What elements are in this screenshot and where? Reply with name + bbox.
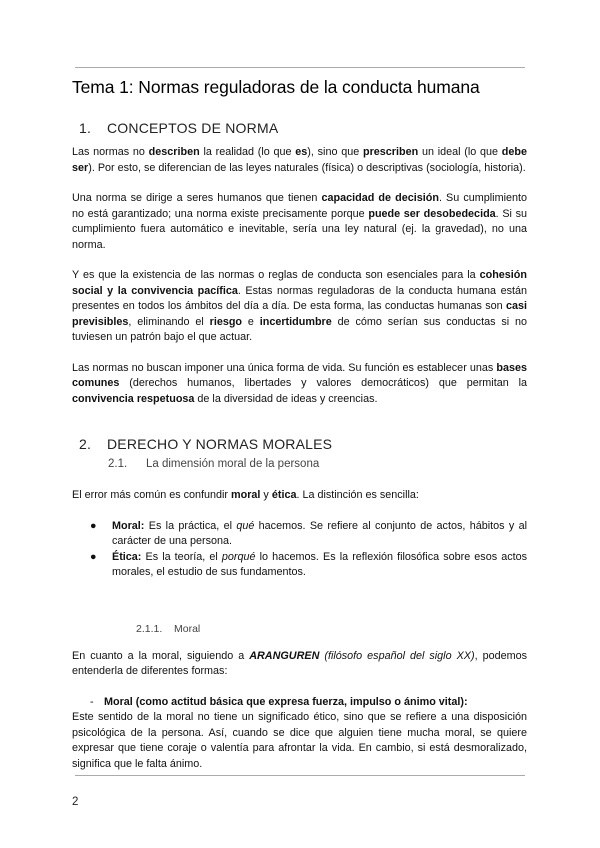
paragraph-aranguren: En cuanto a la moral, siguiendo a ARANGUREN (filósofo español del siglo XX), podemos entenderla de diferentes formas: (72, 649, 527, 677)
paragraph-moral-etica-intro: El error más común es confundir moral y ética. La distinción es sencilla: (72, 489, 419, 501)
bottom-divider (75, 775, 525, 776)
page-title: Tema 1: Normas reguladoras de la conducta humana (72, 77, 480, 97)
subsection-2-1-number: 2.1. (108, 458, 128, 470)
subsubsection-2-1-1-title: Moral (174, 622, 201, 635)
paragraph-bases-comunes: Las normas no buscan imponer una única forma de vida. Su función es establecer unas bases comunes (derechos humanos, libertades y valores democráticos) que permitan la convivencia respetuosa de la diversidad de ideas y creencias. (72, 361, 527, 405)
top-divider (75, 67, 525, 68)
paragraph-capacidad-decision: Una norma se dirige a seres humanos que tienen capacidad de decisión. Su cumplimiento no está garantizado; una norma existe precisamente porque puede ser desobedecida. Si su cumplimiento fuera automático e inevitable, sería una ley natural (ej. la gravedad), no una norma. (72, 192, 527, 251)
section-2-heading (79, 436, 527, 452)
section-2-number: 2. (79, 436, 92, 452)
dash-list-item: - Moral (como actitud básica que expresa fuerza, impulso o ánimo vital): (72, 695, 527, 711)
list-item: ● Moral: Es la práctica, el qué hacemos. Se refiere al conjunto de actos, hábitos y al carácter de una persona. (90, 519, 527, 547)
section-1-heading (79, 120, 527, 136)
paragraph-cohesion-social: Y es que la existencia de las normas o reglas de conducta son esenciales para la cohesión social y la convivencia pacífica. Estas normas reguladoras de la conducta humana están presentes en todos los ámbitos del día a día. De esta forma, las conductas humanas son casi previsibles, eliminando el riesgo e incertidumbre de cómo serían sus conductas si no tuviesen un patrón bajo el que actuar. (72, 269, 528, 343)
section-2-title: DERECHO Y NORMAS MORALES (107, 436, 333, 452)
paragraph-normas-describen: Las normas no describen la realidad (lo que es), sino que prescriben un ideal (lo que debe ser). Por esto, se diferencian de las leyes naturales (física) o descriptivas (sociología, historia). (72, 146, 527, 174)
page-number: 2 (72, 796, 79, 808)
bullet-icon: ● (90, 550, 97, 563)
paragraph-moral-actitud: Este sentido de la moral no tiene un significado ético, sino que se refiere a una disposición psicológica de la persona. Así, cuando se dice que alguien tiene mucha moral, se quiere expresar que tiene coraje o valentía para afrontar la vida. En cambio, si está desmoralizado, significa que le falta ánimo. (72, 711, 527, 770)
moral-etica-list (72, 519, 527, 581)
subsubsection-2-1-1-number: 2.1.1. (136, 622, 163, 635)
bullet-icon: ● (90, 519, 97, 532)
list-item: ● Ética: Es la teoría, el porqué lo hacemos. Es la reflexión filosófica sobre esos actos morales, el estudio de sus fundamentos. (90, 550, 527, 578)
subsubsection-2-1-1-heading (136, 623, 527, 635)
section-1-number: 1. (79, 120, 92, 136)
dash-bullet: - (90, 695, 94, 708)
section-1-title: CONCEPTOS DE NORMA (107, 120, 279, 136)
subsection-2-1-heading (108, 458, 527, 470)
document-body (72, 77, 527, 787)
subsection-2-1-title: La dimensión moral de la persona (146, 458, 320, 470)
